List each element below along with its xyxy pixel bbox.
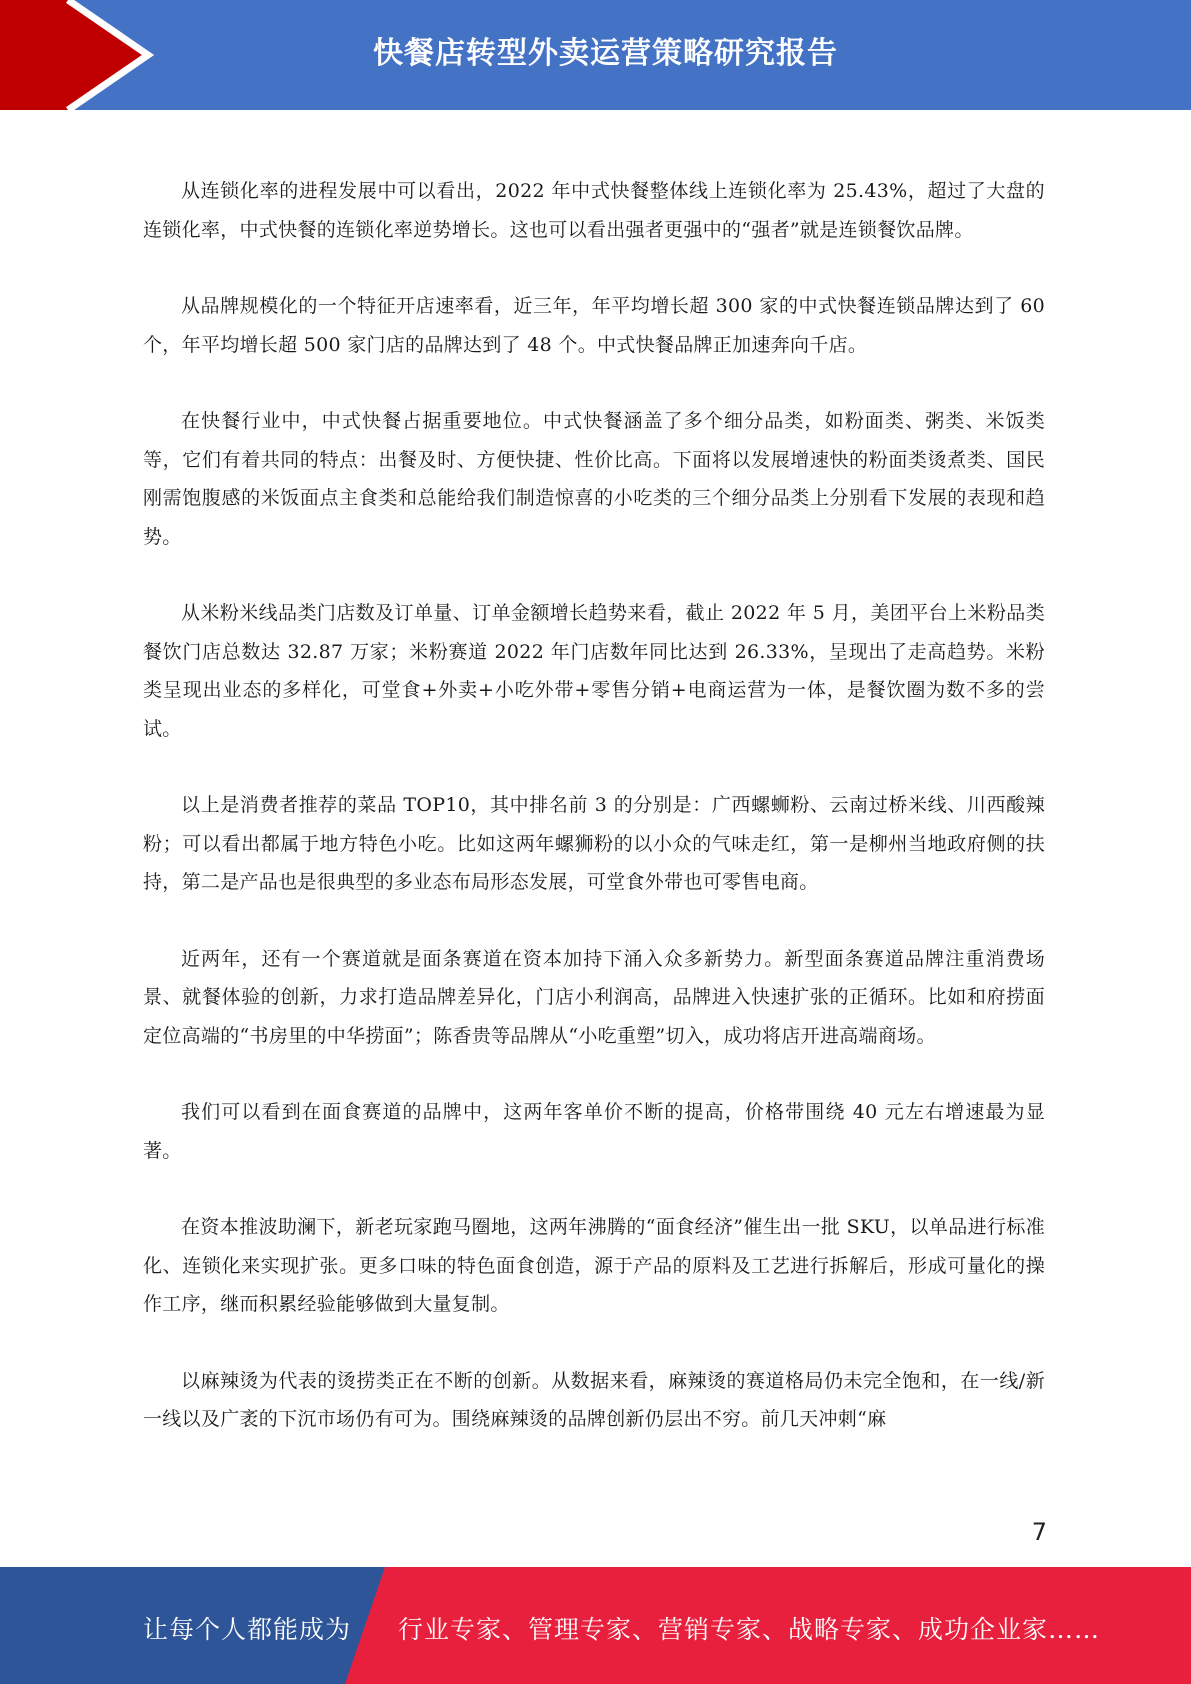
report-title: 快餐店转型外卖运营策略研究报告 — [373, 36, 838, 71]
footer-slogan-right: 行业专家、管理专家、营销专家、战略专家、成功企业家…… — [398, 1615, 1101, 1644]
paragraph: 从连锁化率的进程发展中可以看出，2022 年中式快餐整体线上连锁化率为 25.43%，超过了大盘的连锁化率，中式快餐的连锁化率逆势增长。这也可以看出强者更强中的“强者”就是连锁餐饮品牌。 — [143, 180, 1045, 241]
paragraph: 以上是消费者推荐的菜品 TOP10，其中排名前 3 的分别是：广西螺蛳粉、云南过桥米线、川西酸辣粉；可以看出都属于地方特色小吃。比如这两年螺狮粉的以小众的气味走红，第一是柳州当地政府侧的扶持，第二是产品也是很典型的多业态布局形态发展，可堂食外带也可零售电商。 — [143, 794, 1045, 893]
paragraph: 我们可以看到在面食赛道的品牌中，这两年客单价不断的提高，价格带围绕 40 元左右增速最为显著。 — [143, 1101, 1045, 1162]
paragraph: 在资本推波助澜下，新老玩家跑马圈地，这两年沸腾的“面食经济”催生出一批 SKU，以单品进行标准化、连锁化来实现扩张。更多口味的特色面食创造，源于产品的原料及工艺进行拆解后，形成可量化的操作工序，继而积累经验能够做到大量复制。 — [143, 1216, 1045, 1315]
report-body — [143, 172, 1045, 1477]
paragraph: 从品牌规模化的一个特征开店速率看，近三年，年平均增长超 300 家的中式快餐连锁品牌达到了 60 个，年平均增长超 500 家门店的品牌达到了 48 个。中式快餐品牌正加速奔向千店。 — [143, 295, 1045, 356]
paragraph: 以麻辣烫为代表的烫捞类正在不断的创新。从数据来看，麻辣烫的赛道格局仍未完全饱和，在一线/新一线以及广袤的下沉市场仍有可为。围绕麻辣烫的品牌创新仍层出不穷。前几天冲刺“麻 — [143, 1369, 1045, 1430]
page-footer — [0, 1567, 1191, 1684]
paragraph: 近两年，还有一个赛道就是面条赛道在资本加持下涌入众多新势力。新型面条赛道品牌注重消费场景、就餐体验的创新，力求打造品牌差异化，门店小利润高，品牌进入快速扩张的正循环。比如和府捞面定位高端的“书房里的中华捞面”；陈香贵等品牌从“小吃重塑”切入，成功将店开进高端商场。 — [143, 947, 1045, 1047]
paragraph: 在快餐行业中，中式快餐占据重要地位。中式快餐涵盖了多个细分品类，如粉面类、粥类、米饭类等，它们有着共同的特点：出餐及时、方便快捷、性价比高。下面将以发展增速快的粉面类烫煮类、国民刚需饱腹感的米饭面点主食类和总能给我们制造惊喜的小吃类的三个细分品类上分别看下发展的表现和趋势。 — [143, 410, 1045, 548]
footer-slogan-left: 让每个人都能成为 — [143, 1615, 352, 1644]
paragraph: 从米粉米线品类门店数及订单量、订单金额增长趋势来看，截止 2022 年 5 月，美团平台上米粉品类餐饮门店总数达 32.87 万家；米粉赛道 2022 年门店数年同比达到 26.33%，呈现出了走高趋势。米粉类呈现出业态的多样化，可堂食+外卖+小吃外带+零售分销+电商运营为一体，是餐饮圈为数不多的尝试。 — [143, 602, 1045, 740]
page-number: 7 — [1031, 1518, 1047, 1546]
page-header — [0, 0, 1191, 110]
